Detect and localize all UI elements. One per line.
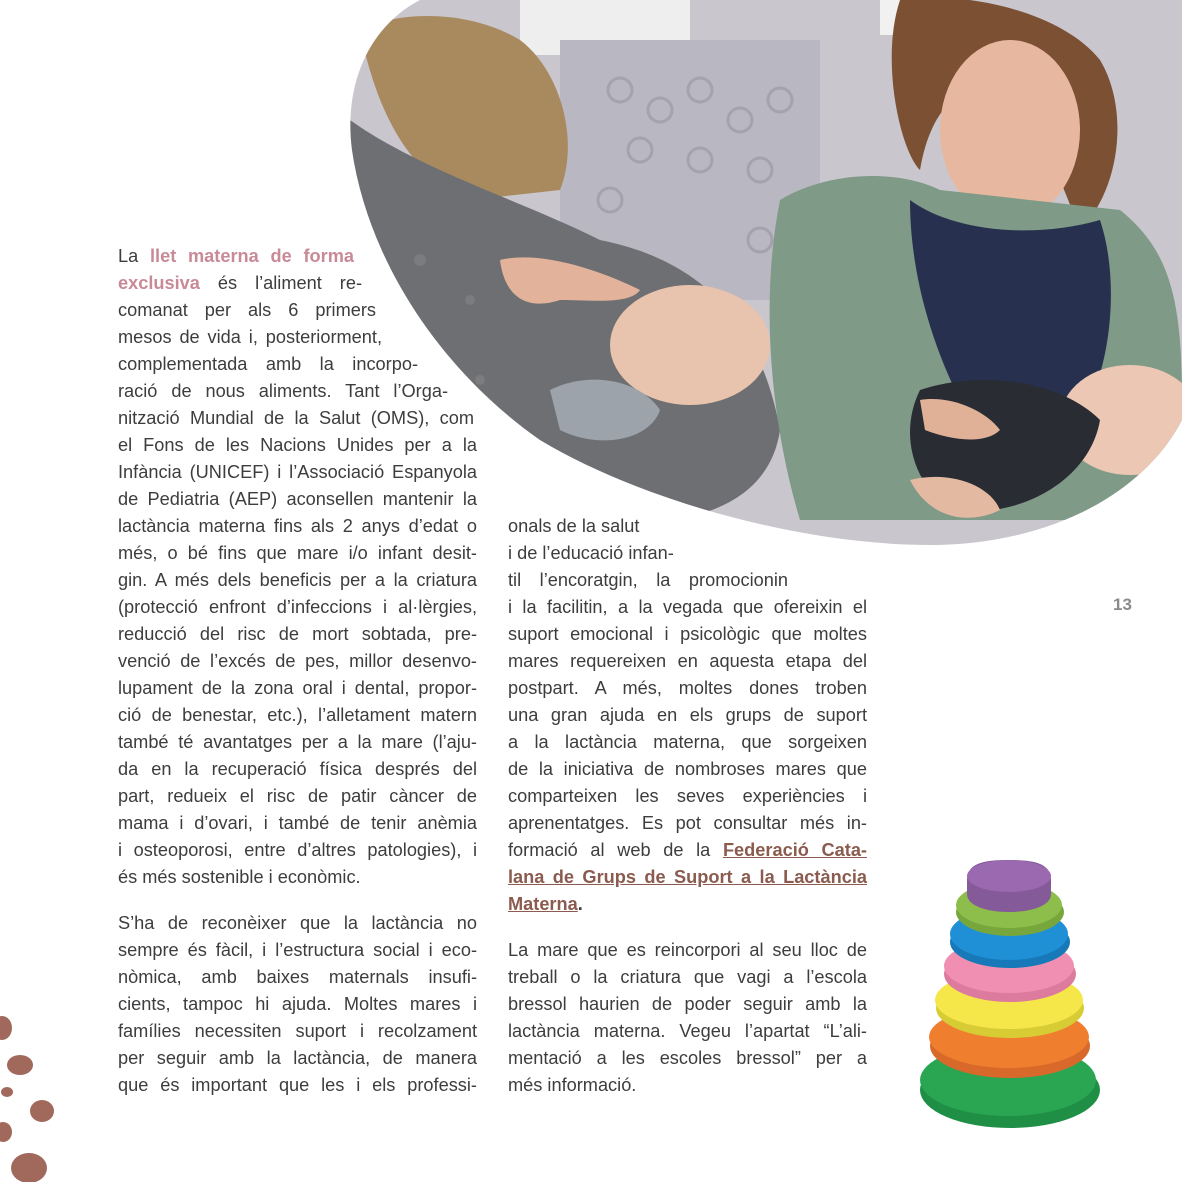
text-line: que és important que les i els professi- xyxy=(118,1075,477,1095)
text-line: lactància materna. Vegeu l’apartat “L’ali- xyxy=(508,1021,867,1041)
text-span: és l’aliment re- xyxy=(199,273,362,293)
text-line xyxy=(508,891,867,918)
highlight-text: llet materna de forma xyxy=(149,246,354,266)
text-line: mama i d’ovari, i també de tenir anèmia xyxy=(118,813,477,833)
text-line: suport emocional i psicològic que moltes xyxy=(508,624,867,644)
text-line: ració de nous aliments. Tant l’Orga- xyxy=(118,381,448,401)
text-line: de la iniciativa de nombroses mares que xyxy=(508,759,867,779)
text-line: da en la recuperació física després del xyxy=(118,759,477,779)
text-line: de Pediatria (AEP) aconsellen mantenir la xyxy=(118,489,477,509)
text-line: venció de l’excés de pes, millor desenvo- xyxy=(118,651,477,671)
text-span: La xyxy=(118,246,150,266)
text-line: lactància materna fins als 2 anys d’edat o xyxy=(118,516,477,536)
text-line: nòmica, amb baixes maternals insufi- xyxy=(118,967,477,987)
text-line: i osteoporosi, entre d’altres patologies), i xyxy=(118,840,477,860)
stacking-rings-toy xyxy=(905,850,1115,1140)
text-line: La mare que es reincorpori al seu lloc de xyxy=(508,940,867,960)
text-line: nització Mundial de la Salut (OMS), com xyxy=(118,408,474,428)
text-line: a la lactància materna, que sorgeixen xyxy=(508,732,867,752)
highlight-text: exclusiva xyxy=(118,273,200,293)
text-line xyxy=(508,837,867,864)
page-number: 13 xyxy=(1113,595,1132,614)
text-line: part, redueix el risc de patir càncer de xyxy=(118,786,477,806)
text-line: més informació. xyxy=(508,1075,637,1095)
text-line: gin. A més dels beneficis per a la criatura xyxy=(118,570,477,590)
text-span: . xyxy=(577,894,583,914)
text-line: mentació a les escoles bressol” per a xyxy=(508,1048,867,1068)
text-line: és més sostenible i econòmic. xyxy=(118,867,361,887)
text-line: postpart. A més, moltes dones troben xyxy=(508,678,867,698)
text-line: i la facilitin, a la vegada que ofereixin el xyxy=(508,597,867,617)
text-line: mares requereixen en aquesta etapa del xyxy=(508,651,867,671)
text-span: formació al web de la xyxy=(508,840,723,860)
text-line: comanat per als 6 primers xyxy=(118,300,376,320)
text-line: sempre és fàcil, i l’estructura social i eco- xyxy=(118,940,477,960)
decorative-dots xyxy=(0,1000,70,1182)
text-line: i de l’educació infan- xyxy=(508,543,674,563)
text-line: famílies necessiten suport i recolzament xyxy=(118,1021,477,1041)
text-line: una gran ajuda en els grups de suport xyxy=(508,705,867,725)
text-line: ció de benestar, etc.), l’alletament matern xyxy=(118,705,477,725)
text-line: el Fons de les Nacions Unides per a la xyxy=(118,435,477,455)
column-right xyxy=(508,513,867,1099)
text-line xyxy=(508,864,867,891)
text-line: mesos de vida i, posteriorment, xyxy=(118,327,382,347)
text-line: complementada amb la incorpo- xyxy=(118,354,418,374)
federation-link[interactable]: lana de Grups de Suport a la Lactància xyxy=(508,867,867,887)
federation-link[interactable]: Materna xyxy=(508,894,578,914)
federation-link[interactable]: Federació Cata- xyxy=(722,840,867,860)
text-line: reducció del risc de mort sobtada, pre- xyxy=(118,624,477,644)
text-line xyxy=(118,270,362,297)
text-line xyxy=(118,243,354,270)
text-line: també té avantatges per a la mare (l’aju- xyxy=(118,732,477,752)
text-line: treball o la criatura que vagi a l’escola xyxy=(508,967,867,987)
text-line: lupament de la zona oral i dental, propor- xyxy=(118,678,477,698)
text-line: Infància (UNICEF) i l’Associació Espanyola xyxy=(118,462,477,482)
text-line: bressol haurien de poder seguir amb la xyxy=(508,994,867,1014)
text-line: til l’encoratgin, la promocionin xyxy=(508,570,788,590)
text-line: per seguir amb la lactància, de manera xyxy=(118,1048,477,1068)
column-left xyxy=(118,243,477,1099)
text-line: onals de la salut xyxy=(508,516,640,536)
text-line: aprenentatges. Es pot consultar més in- xyxy=(508,813,867,833)
text-line: (protecció enfront d’infeccions i al·lèrgies, xyxy=(118,597,477,617)
text-line: cients, tampoc hi ajuda. Moltes mares i xyxy=(118,994,477,1014)
text-line: comparteixen les seves experiències i xyxy=(508,786,867,806)
text-line: S’ha de reconèixer que la lactància no xyxy=(118,913,477,933)
text-line: més, o bé fins que mare i/o infant desit- xyxy=(118,543,477,563)
